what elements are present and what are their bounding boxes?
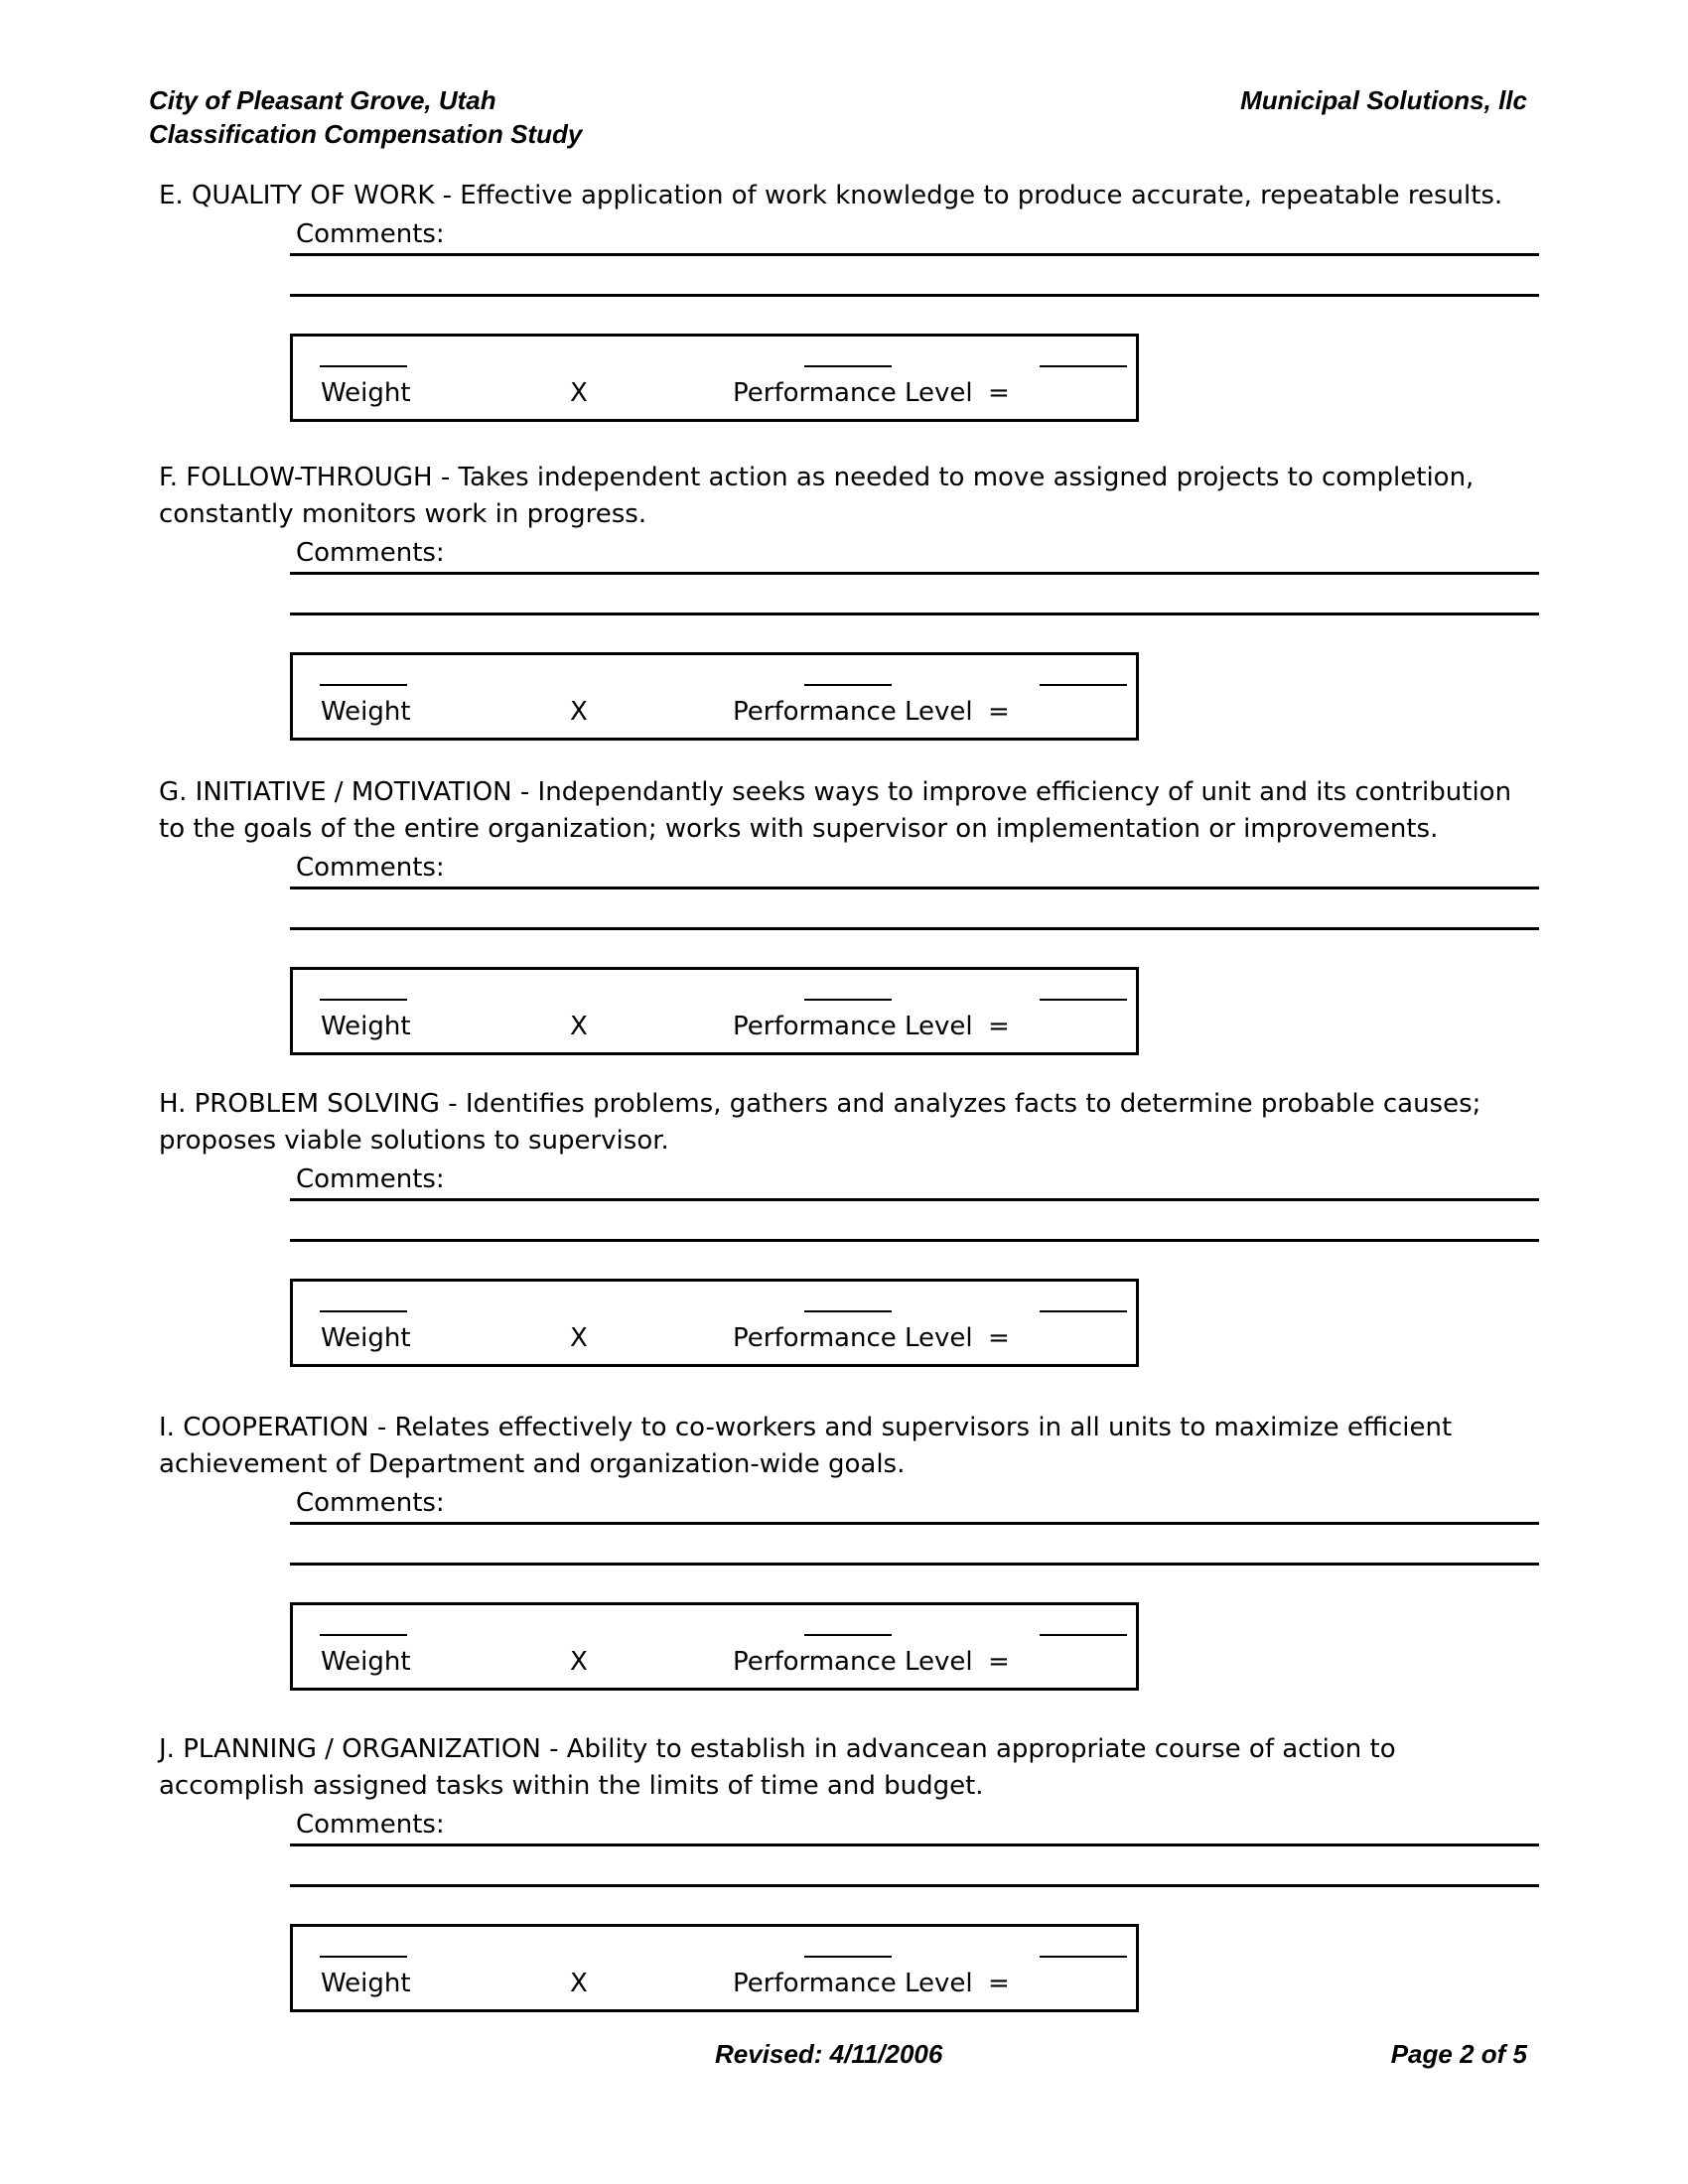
weight-blank[interactable] — [320, 1956, 407, 1958]
evaluation-section-cooperation — [159, 1410, 1539, 1691]
performance-level-blank[interactable] — [804, 684, 892, 686]
performance-level-label: Performance Level — [733, 1012, 973, 1041]
comment-line[interactable] — [290, 613, 1539, 615]
score-result-blank[interactable] — [1040, 999, 1127, 1001]
weight-blank[interactable] — [320, 999, 407, 1001]
performance-level-label: Performance Level — [733, 697, 973, 727]
performance-level-label: Performance Level — [733, 1969, 973, 1998]
weight-label: Weight — [321, 697, 411, 727]
comments-label: Comments: — [296, 853, 445, 883]
multiply-symbol: X — [570, 378, 588, 408]
weight-label: Weight — [321, 1969, 411, 1998]
section-description: H. PROBLEM SOLVING - Identifies problems, gathers and analyzes facts to determine probable causes; proposes viable solutions to supervisor. — [159, 1089, 1481, 1156]
revision-date: Revised: 4/11/2006 — [715, 2039, 943, 2069]
comments-label: Comments: — [296, 1488, 445, 1518]
weight-label: Weight — [321, 1323, 411, 1353]
multiply-symbol: X — [570, 697, 588, 727]
comment-line[interactable] — [290, 1522, 1539, 1525]
weight-label: Weight — [321, 1647, 411, 1677]
organization-name: City of Pleasant Grove, Utah — [149, 85, 496, 115]
performance-level-blank[interactable] — [804, 1956, 892, 1958]
performance-level-blank[interactable] — [804, 1310, 892, 1312]
multiply-symbol: X — [570, 1969, 588, 1998]
weight-blank[interactable] — [320, 1634, 407, 1636]
equals-symbol: = — [988, 1969, 1010, 1998]
section-description: I. COOPERATION - Relates effectively to co-workers and supervisors in all units to maximize efficient achievement of Department and organization-wide goals. — [159, 1413, 1453, 1479]
comment-line[interactable] — [290, 1239, 1539, 1242]
equals-symbol: = — [988, 1647, 1010, 1677]
performance-level-blank[interactable] — [804, 999, 892, 1001]
score-calculation-box — [290, 1279, 1139, 1367]
score-result-blank[interactable] — [1040, 1956, 1127, 1958]
weight-label: Weight — [321, 1012, 411, 1041]
comment-line[interactable] — [290, 572, 1539, 575]
multiply-symbol: X — [570, 1647, 588, 1677]
evaluation-section-follow-through — [159, 460, 1539, 741]
section-description: F. FOLLOW-THROUGH - Takes independent action as needed to move assigned projects to completion, constantly monitors work in progress. — [159, 463, 1475, 529]
score-result-blank[interactable] — [1040, 684, 1127, 686]
score-result-blank[interactable] — [1040, 1310, 1127, 1312]
comment-line[interactable] — [290, 887, 1539, 889]
equals-symbol: = — [988, 1323, 1010, 1353]
comment-line[interactable] — [290, 1884, 1539, 1887]
score-calculation-box — [290, 1924, 1139, 2012]
page-number: Page 2 of 5 — [1390, 2039, 1527, 2069]
comment-line[interactable] — [290, 927, 1539, 930]
weight-blank[interactable] — [320, 1310, 407, 1312]
performance-level-label: Performance Level — [733, 1647, 973, 1677]
score-result-blank[interactable] — [1040, 1634, 1127, 1636]
section-description: G. INITIATIVE / MOTIVATION - Independantly seeks ways to improve efficiency of unit and its contribution to the goals of the entire organization; works with supervisor on implementation or improvements. — [159, 777, 1512, 844]
equals-symbol: = — [988, 1012, 1010, 1041]
weight-blank[interactable] — [320, 684, 407, 686]
page-header-left — [149, 83, 582, 151]
evaluation-section-initiative-motivation — [159, 774, 1539, 1055]
comments-label: Comments: — [296, 219, 445, 249]
section-description: J. PLANNING / ORGANIZATION - Ability to establish in advancean appropriate course of action to accomplish assigned tasks within the limits of time and budget. — [159, 1734, 1396, 1801]
consultant-name: Municipal Solutions, llc — [1240, 85, 1527, 115]
score-calculation-box — [290, 967, 1139, 1055]
comment-line[interactable] — [290, 1563, 1539, 1566]
multiply-symbol: X — [570, 1323, 588, 1353]
weight-label: Weight — [321, 378, 411, 408]
weight-blank[interactable] — [320, 365, 407, 367]
score-result-blank[interactable] — [1040, 365, 1127, 367]
comments-label: Comments: — [296, 1164, 445, 1194]
equals-symbol: = — [988, 697, 1010, 727]
comment-line[interactable] — [290, 294, 1539, 297]
performance-level-blank[interactable] — [804, 1634, 892, 1636]
comments-label: Comments: — [296, 1810, 445, 1840]
comment-line[interactable] — [290, 1198, 1539, 1201]
equals-symbol: = — [988, 378, 1010, 408]
score-calculation-box — [290, 1602, 1139, 1691]
performance-level-blank[interactable] — [804, 365, 892, 367]
performance-level-label: Performance Level — [733, 378, 973, 408]
section-description: E. QUALITY OF WORK - Effective application of work knowledge to produce accurate, repeatable results. — [159, 181, 1503, 210]
comment-line[interactable] — [290, 253, 1539, 256]
comment-line[interactable] — [290, 1843, 1539, 1846]
score-calculation-box — [290, 652, 1139, 741]
performance-level-label: Performance Level — [733, 1323, 973, 1353]
multiply-symbol: X — [570, 1012, 588, 1041]
study-title: Classification Compensation Study — [149, 119, 583, 149]
evaluation-section-planning-organization — [159, 1731, 1539, 2012]
score-calculation-box — [290, 334, 1139, 422]
evaluation-section-problem-solving — [159, 1086, 1539, 1367]
evaluation-section-quality-of-work — [159, 178, 1539, 422]
comments-label: Comments: — [296, 538, 445, 568]
